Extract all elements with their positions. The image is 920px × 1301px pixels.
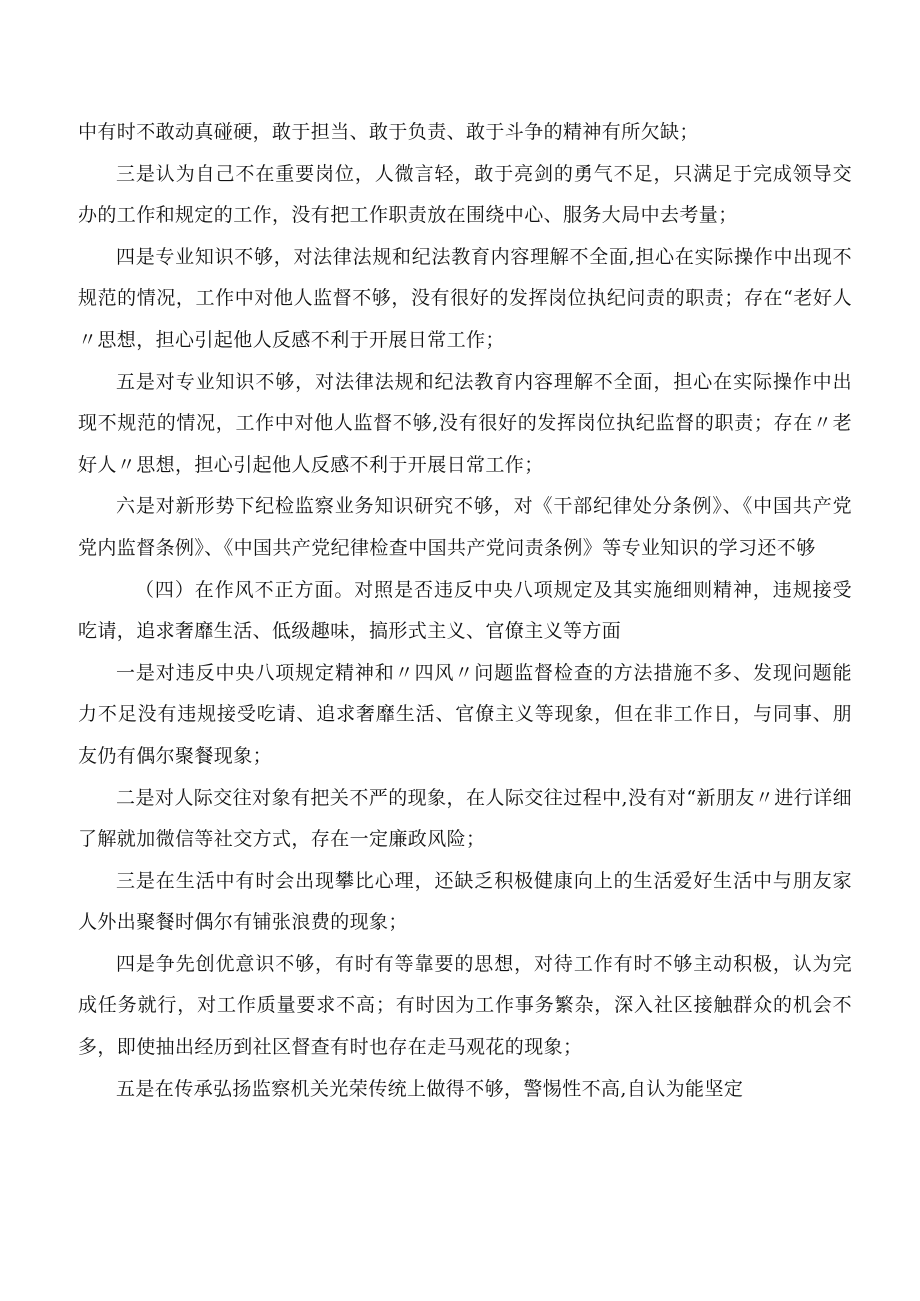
paragraph-style-item-one: 一是对违反中央八项规定精神和〃四风〃问题监督检查的方法措施不多、发现问题能力不足没有违规接受吃请、追求奢靡生活、官僚主义等现象，但在非工作日，与同事、朋友仍有偶尔聚餐现象； xyxy=(78,661,852,767)
paragraph-continuation: 中有时不敢动真碰硬，敢于担当、敢于负责、敢于斗争的精神有所欠缺； xyxy=(78,121,699,143)
paragraph-item-three: 三是认为自己不在重要岗位，人微言轻，敢于亮剑的勇气不足，只满足于完成领导交办的工作和规定的工作，没有把工作职责放在围绕中心、服务大局中去考量； xyxy=(78,162,852,227)
paragraph-style-item-four: 四是争先创优意识不够，有时有等靠要的思想，对待工作有时不够主动积极，认为完成任务就行，对工作质量要求不高；有时因为工作事务繁杂，深入社区接触群众的机会不多，即使抽出经历到社区督查有时也存在走马观花的现象； xyxy=(78,952,852,1059)
paragraph-style-item-five: 五是在传承弘扬监察机关光荣传统上做得不够，警惕性不高,自认为能坚定 xyxy=(116,1077,744,1100)
section-heading-four: （四）在作风不正方面。对照是否违反中央八项规定及其实施细则精神，违规接受吃请，追求奢靡生活、低级趣味，搞形式主义、官僚主义等方面 xyxy=(78,578,852,643)
document-body xyxy=(78,112,852,1110)
paragraph-item-five: 五是对专业知识不够，对法律法规和纪法教育内容理解不全面，担心在实际操作中出现不规范的情况，工作中对他人监督不够,没有很好的发挥岗位执纪监督的职责；存在〃老好人〃思想，担心引起他人反感不利于开展日常工作； xyxy=(78,370,852,476)
paragraph-item-four: 四是专业知识不够，对法律法规和纪法教育内容理解不全面,担心在实际操作中出现不规范的情况，工作中对他人监督不够，没有很好的发挥岗位执纪问责的职责；存在“老好人〃思想，担心引起他人反感不利于开展日常工作； xyxy=(78,245,852,351)
paragraph-item-six: 六是对新形势下纪检监察业务知识研究不够，对《干部纪律处分条例》、《中国共产党党内监督条例》、《中国共产党纪律检查中国共产党问责条例》等专业知识的学习还不够 xyxy=(78,495,852,559)
paragraph-style-item-three: 三是在生活中有时会出现攀比心理，还缺乏积极健康向上的生活爱好生活中与朋友家人外出聚餐时偶尔有铺张浪费的现象； xyxy=(78,869,852,934)
paragraph-style-item-two: 二是对人际交往对象有把关不严的现象，在人际交往过程中,没有对“新朋友〃进行详细了解就加微信等社交方式，存在一定廉政风险； xyxy=(78,786,852,851)
